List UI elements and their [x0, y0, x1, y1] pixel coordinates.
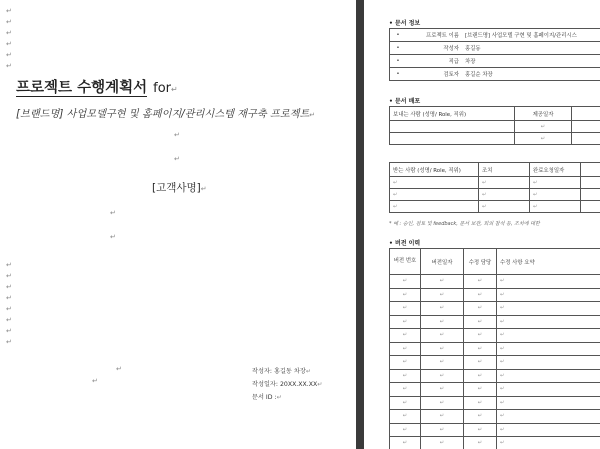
table-row — [390, 107, 600, 121]
client-name: [고객사명]↵ — [152, 182, 207, 194]
date-line: 작성일자: 20XX.XX.XX↵ — [252, 381, 323, 388]
doc-info-label: 프로젝트 이름 — [406, 29, 462, 42]
table-row: ↵ ↵ ↵ ↵ — [390, 369, 600, 383]
version-history-heading: • 버전 이력 — [389, 240, 421, 247]
author-line: 작성자: 홍길동 차장↵ — [252, 368, 312, 375]
table-row: ↵ ↵ ↵ ↵ — [390, 383, 600, 397]
distribution-note: * 예 : 승인, 검토 및 feedback, 문서 보관, 회의 참석 등, 조치에 대한 — [389, 221, 540, 227]
doc-info-heading: • 문서 정보 — [389, 20, 421, 27]
document-title-main: 프로젝트 수행계획서 — [16, 80, 148, 96]
table-row: ↵ ↵ ↵ — [390, 201, 600, 213]
table-row: ↵ ↵ ↵ ↵ — [390, 342, 600, 356]
paragraph-mark: ↵ — [110, 233, 116, 241]
receiver-header: 받는 사람 (성명/ Role, 직위) — [390, 163, 479, 177]
table-row — [390, 163, 600, 177]
table-row: ↵ ↵ ↵ ↵ — [390, 396, 600, 410]
table-row: • 직급 차장 — [390, 55, 600, 68]
table-row: ↵ ↵ ↵ ↵ — [390, 315, 600, 329]
version-date-header: 버전일자 — [421, 249, 464, 275]
doc-info-value: 홍길동 — [462, 42, 600, 55]
doc-info-label: 검토자 — [406, 68, 462, 81]
table-row: ↵ ↵ ↵ ↵ — [390, 275, 600, 289]
table-row: ↵ ↵ ↵ ↵ — [390, 437, 600, 449]
cover-page: ↵ ↵ ↵ ↵ ↵ ↵ 프로젝트 수행계획서 for↵ [브랜드명] 사업모델구현 및 홈페이지/관리시스템 재구축 프로젝트↵ ↵ ↵ [고객사명]↵ ↵ ↵ ↵ ↵ ↵ ↵ ↵ ↵ ↵ ↵ ↵ ↵ 작성자: 홍길동 차장↵ 작성일자: 20XX.XX.XX↵ 문서 ID :↵ — [0, 0, 356, 449]
version-summary-header: 수정 사항 요약 — [497, 249, 600, 275]
table-row: ↵ ↵ ↵ — [390, 177, 600, 189]
version-history-table — [389, 248, 600, 449]
doc-info-value: [브랜드명] 사업모델 구현 및 홈페이지/관리시스 — [462, 29, 600, 42]
table-row: ↵ ↵ ↵ ↵ — [390, 329, 600, 343]
sender-table — [389, 106, 600, 145]
table-row: ↵ ↵ ↵ — [390, 189, 600, 201]
table-row: • 작성자 홍길동 — [390, 42, 600, 55]
table-row: ↵ ↵ ↵ ↵ — [390, 356, 600, 370]
sender-header: 보내는 사람 (성명/ Role, 직위) — [390, 107, 515, 121]
page-divider — [356, 0, 364, 449]
table-row: ↵ — [390, 121, 600, 133]
document-title-for: for — [153, 81, 171, 96]
doc-info-value: 차장 — [462, 55, 600, 68]
paragraph-mark: ↵ — [174, 131, 180, 139]
distribution-heading: • 문서 배포 — [389, 98, 421, 105]
doc-info-label: 직급 — [406, 55, 462, 68]
info-page — [364, 0, 600, 449]
paragraph-mark: ↵ — [110, 209, 116, 217]
paragraph-mark: ↵ — [174, 155, 180, 163]
table-row — [390, 249, 600, 275]
doc-id-line: 문서 ID :↵ — [252, 394, 282, 401]
table-row: ↵ ↵ ↵ ↵ — [390, 423, 600, 437]
document-subtitle: [브랜드명] 사업모델구현 및 홈페이지/관리시스템 재구축 프로젝트↵ — [16, 109, 316, 120]
doc-info-table — [389, 28, 600, 81]
table-row: ↵ — [390, 133, 600, 145]
table-row: ↵ ↵ ↵ ↵ — [390, 288, 600, 302]
paragraph-mark: ↵ — [116, 365, 122, 373]
doc-info-label: 작성자 — [406, 42, 462, 55]
table-row: ↵ ↵ ↵ ↵ — [390, 302, 600, 316]
due-date-header: 완료요청일자 — [530, 163, 581, 177]
table-row: ↵ ↵ ↵ ↵ — [390, 410, 600, 424]
document-title: 프로젝트 수행계획서 for↵ — [16, 80, 178, 96]
doc-info-value: 홍길순 차장 — [462, 68, 600, 81]
table-row: • 검토자 홍길순 차장 — [390, 68, 600, 81]
sent-date-header: 제공일자 — [515, 107, 572, 121]
receiver-table — [389, 162, 600, 213]
version-number-header: 버전 번호 — [390, 249, 421, 275]
paragraph-mark: ↵ — [92, 377, 98, 385]
version-owner-header: 수정 담당 — [464, 249, 497, 275]
action-header: 조치 — [479, 163, 530, 177]
table-row: • 프로젝트 이름 [브랜드명] 사업모델 구현 및 홈페이지/관리시스 — [390, 29, 600, 42]
